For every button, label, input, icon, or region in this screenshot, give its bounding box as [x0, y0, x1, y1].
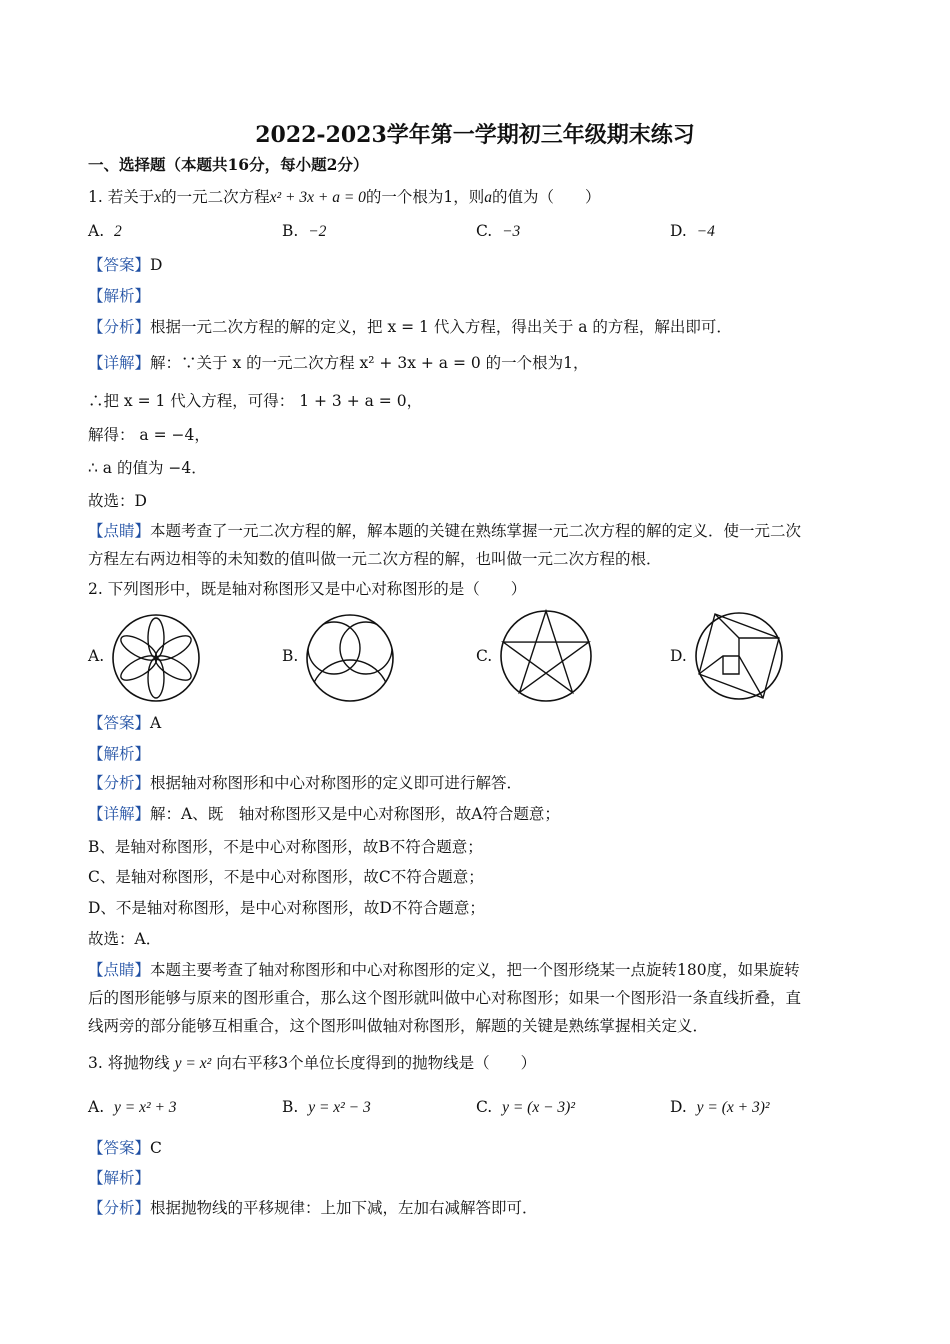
- q1-option-c: C. −3: [476, 222, 521, 240]
- q2-fenxi: 【分析】根据轴对称图形和中心对称图形的定义即可进行解答．: [88, 774, 523, 792]
- q3-option-c: C. y = (x − 3)²: [476, 1098, 575, 1116]
- q2-line-b: B、是轴对称图形，不是中心对称图形，故B不符合题意；: [88, 838, 483, 856]
- q3-stem: 3. 将抛物线 y = x² 向右平移3个单位长度得到的抛物线是（ ）: [88, 1054, 537, 1072]
- q3-option-b: B. y = x² − 3: [282, 1098, 371, 1116]
- q1-stem-eq: x² + 3x + a = 0: [269, 189, 366, 206]
- q1-step3: ∴ a 的值为 −4．: [88, 459, 207, 477]
- q1-stem-post: 的一个根为1，则: [365, 188, 485, 206]
- three-arc-icon: [304, 612, 396, 704]
- flower-icon: [110, 612, 202, 704]
- q1-analysis-tag: 【解析】: [88, 287, 151, 305]
- q1-stem-pre: 1. 若关于: [88, 188, 155, 206]
- q3-fenxi: 【分析】根据抛物线的平移规律：上加下减，左加右减解答即可．: [88, 1199, 538, 1217]
- q1-stem: [88, 186, 601, 209]
- q3-option-a: A. y = x² + 3: [88, 1098, 177, 1116]
- q2-answer: 【答案】A: [88, 714, 162, 732]
- q2-stem: 2. 下列图形中，既是轴对称图形又是中心对称图形的是（ ）: [88, 580, 527, 598]
- page-title: 2022-2023学年第一学期初三年级期末练习: [255, 122, 695, 148]
- q2-option-b-label: B.: [282, 647, 299, 665]
- square-spiral-icon: [693, 610, 785, 702]
- q1-dianjing-2: 方程左右两边相等的未知数的值叫做一元二次方程的解，也叫做一元二次方程的根．: [88, 550, 662, 568]
- q2-dianjing-3: 线两旁的部分能够互相重合，这个图形叫做轴对称图形，解题的关键是熟练掌握相关定义．: [88, 1017, 709, 1035]
- q2-line-c: C、是轴对称图形，不是中心对称图形，故C不符合题意；: [88, 868, 484, 886]
- q2-dianjing-2: 后的图形能够与原来的图形重合，那么这个图形就叫做中心对称图形；如果一个图形沿一条直线折叠，直: [88, 989, 802, 1007]
- q1-answer: 【答案】D: [88, 256, 163, 274]
- q3-answer: 【答案】C: [88, 1139, 162, 1157]
- q2-xiangjie: 【详解】解：A、既 轴对称图形又是中心对称图形，故A符合题意；: [88, 805, 560, 823]
- q2-option-d-label: D.: [670, 647, 687, 665]
- q1-stem-var2: a: [484, 189, 493, 206]
- star-in-circle-icon: [498, 608, 594, 704]
- q1-option-b: B. −2: [282, 222, 327, 240]
- q2-option-c-label: C.: [476, 647, 493, 665]
- q2-line-d: D、不是轴对称图形，是中心对称图形，故D不符合题意；: [88, 899, 485, 917]
- q1-option-d: D. −4: [670, 222, 715, 240]
- q1-stem-var: x: [154, 189, 162, 206]
- q1-step1: ∴把 x = 1 代入方程，可得： 1 + 3 + a = 0，: [88, 392, 423, 410]
- section-heading: 一、选择题（本题共16分，每小题2分）: [88, 155, 369, 174]
- q2-choose: 故选：A．: [88, 930, 162, 948]
- q2-analysis-tag: 【解析】: [88, 745, 151, 763]
- q1-choose: 故选：D: [88, 492, 147, 510]
- q1-step2: 解得： a = −4，: [88, 426, 210, 444]
- q3-analysis-tag: 【解析】: [88, 1169, 151, 1187]
- q2-dianjing-1: 【点睛】本题主要考查了轴对称图形和中心对称图形的定义，把一个图形绕某一点旋转180度，如果旋转: [88, 961, 800, 979]
- q1-dianjing-1: 【点睛】本题考查了一元二次方程的解，解本题的关键在熟练掌握一元二次方程的解的定义．使一元二次: [88, 522, 802, 540]
- q2-option-a-label: A.: [88, 647, 105, 665]
- q1-option-a: A. 2: [88, 222, 122, 240]
- q1-fenxi: 【分析】根据一元二次方程的解的定义，把 x = 1 代入方程，得出关于 a 的方程，解出即可．: [88, 318, 732, 336]
- q1-xiangjie: 【详解】解：∵关于 x 的一元二次方程 x² + 3x + a = 0 的一个根为1，: [88, 354, 589, 372]
- q3-option-d: D. y = (x + 3)²: [670, 1098, 770, 1116]
- q1-stem-end: 的值为（ ）: [492, 188, 601, 206]
- q1-stem-mid: 的一元二次方程: [161, 188, 270, 206]
